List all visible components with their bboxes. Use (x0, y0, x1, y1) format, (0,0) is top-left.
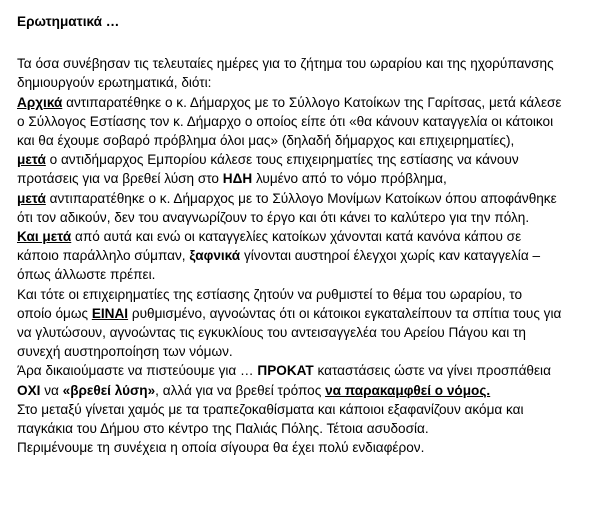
emphasis-text: ξαφνικά (189, 248, 241, 264)
emphasis-text: ΠΡΟΚΑΤ (257, 363, 314, 379)
text-span: κάποιο παράλληλο σύμπαν, (17, 248, 190, 264)
text-span: ρυθμισμένο, αγνοώντας ότι οι κάτοικοι εγκαταλείπουν τα σπίτια τους για (128, 305, 562, 321)
text-span: ότι τον αδικούν, δεν του αναγνωρίζουν το έργο και ότι κάνει το καλύτερο για την πόλη. (17, 209, 530, 225)
text-span: Περιμένουμε τη συνέχεια η οποία σίγουρα θα έχει πολύ ενδιαφέρον. (17, 440, 425, 456)
text-line (17, 227, 586, 246)
emphasis-text: μετά (17, 190, 46, 206)
text-line (17, 419, 586, 438)
text-span: να γλυτώσουν, αγνοώντας τις εγκυκλίους του αντεισαγγελέα του Αρείου Πάγου και τη (17, 325, 526, 341)
text-span: ο Σύλλογος Εστίασης τον κ. Δήμαρχο ο οποίος είπε ότι «θα κάνουν καταγγελία οι κάτοικοι (17, 113, 554, 129)
text-line (17, 169, 586, 188)
text-span: προτάσεις για να βρεθεί λύση στο (17, 171, 223, 187)
text-span: να (40, 382, 63, 398)
emphasis-text: να παρακαμφθεί ο νόμος. (325, 382, 491, 398)
text-span: όπως άλλωστε πρέπει. (17, 267, 156, 283)
text-span: Και τότε οι επιχειρηματίες της εστίασης ζητούν να ρυθμιστεί το θέμα του ωραρίου, το (17, 286, 523, 302)
text-line (17, 73, 586, 92)
text-line (17, 304, 586, 323)
text-line (17, 400, 586, 419)
text-line (17, 285, 586, 304)
text-line (17, 265, 586, 284)
emphasis-text: Και μετά (17, 229, 72, 245)
text-line (17, 246, 586, 265)
text-line (17, 361, 586, 380)
emphasis-text: ΟΧΙ (17, 382, 41, 398)
text-line (17, 54, 586, 73)
text-line (17, 189, 586, 208)
text-span: και θα έχουμε σοβαρό πρόβλημα όλοι μας» (δηλαδή δήμαρχος και επιχειρηματίες), (17, 133, 515, 149)
emphasis-text: «βρεθεί λύση» (62, 382, 156, 398)
text-line (17, 438, 586, 457)
text-span: Στο μεταξύ γίνεται χαμός με τα τραπεζοκαθίσματα και κάποιοι εξαφανίζουν ακόμα και (17, 401, 524, 417)
text-line (17, 323, 586, 342)
text-line (17, 112, 586, 131)
text-span: αντιπαρατέθηκε ο κ. Δήμαρχος με το Σύλλογο Κατοίκων της Γαρίτσας, μετά κάλεσε (62, 94, 562, 110)
emphasis-text: ΕΙΝΑΙ (91, 305, 129, 321)
text-line (17, 131, 586, 150)
text-line (17, 208, 586, 227)
emphasis-text: μετά (17, 152, 46, 168)
paragraph-1 (17, 54, 586, 284)
text-line (17, 342, 586, 361)
text-line (17, 381, 586, 400)
text-line (17, 93, 586, 112)
text-span: ο αντιδήμαρχος Εμπορίου κάλεσε τους επιχειρηματίες της εστίασης να κάνουν (45, 152, 519, 168)
paragraph-2 (17, 285, 586, 458)
text-span: συνεχή αυστηροποίηση των νόμων. (17, 344, 233, 360)
text-span: αντιπαρατέθηκε ο κ. Δήμαρχος με το Σύλλογο Μονίμων Κατοίκων όπου αποφάνθηκε (45, 190, 557, 206)
emphasis-text: Αρχικά (17, 94, 63, 110)
text-span: Άρα δικαιούμαστε να πιστεύουμε για … (17, 363, 258, 379)
text-span: λυμένο από το νόμο πρόβλημα, (252, 171, 447, 187)
text-span: , αλλά για να βρεθεί τρόπος (155, 382, 326, 398)
text-span: οποίο όμως (17, 305, 92, 321)
text-span: δημιουργούν ερωτηματικά, διότι: (17, 75, 212, 91)
text-span: Τα όσα συνέβησαν τις τελευταίες ημέρες για το ζήτημα του ωραρίου και της ηχορύπανσης (17, 56, 554, 72)
document-title: Ερωτηματικά … (17, 14, 120, 29)
text-line (17, 150, 586, 169)
text-span: από αυτά και ενώ οι καταγγελίες κατοίκων χάνονται κατά κανόνα κάπου σε (71, 229, 522, 245)
text-span: γίνονται αυστηροί έλεγχοι χωρίς καν καταγγελία – (240, 248, 541, 264)
emphasis-text: ΗΔΗ (222, 171, 253, 187)
text-span: παγκάκια του Δήμου στο κέντρο της Παλιάς Πόλης. Τέτοια ασυδοσία. (17, 421, 429, 437)
text-span: καταστάσεις ώστε να γίνει προσπάθεια (313, 363, 551, 379)
